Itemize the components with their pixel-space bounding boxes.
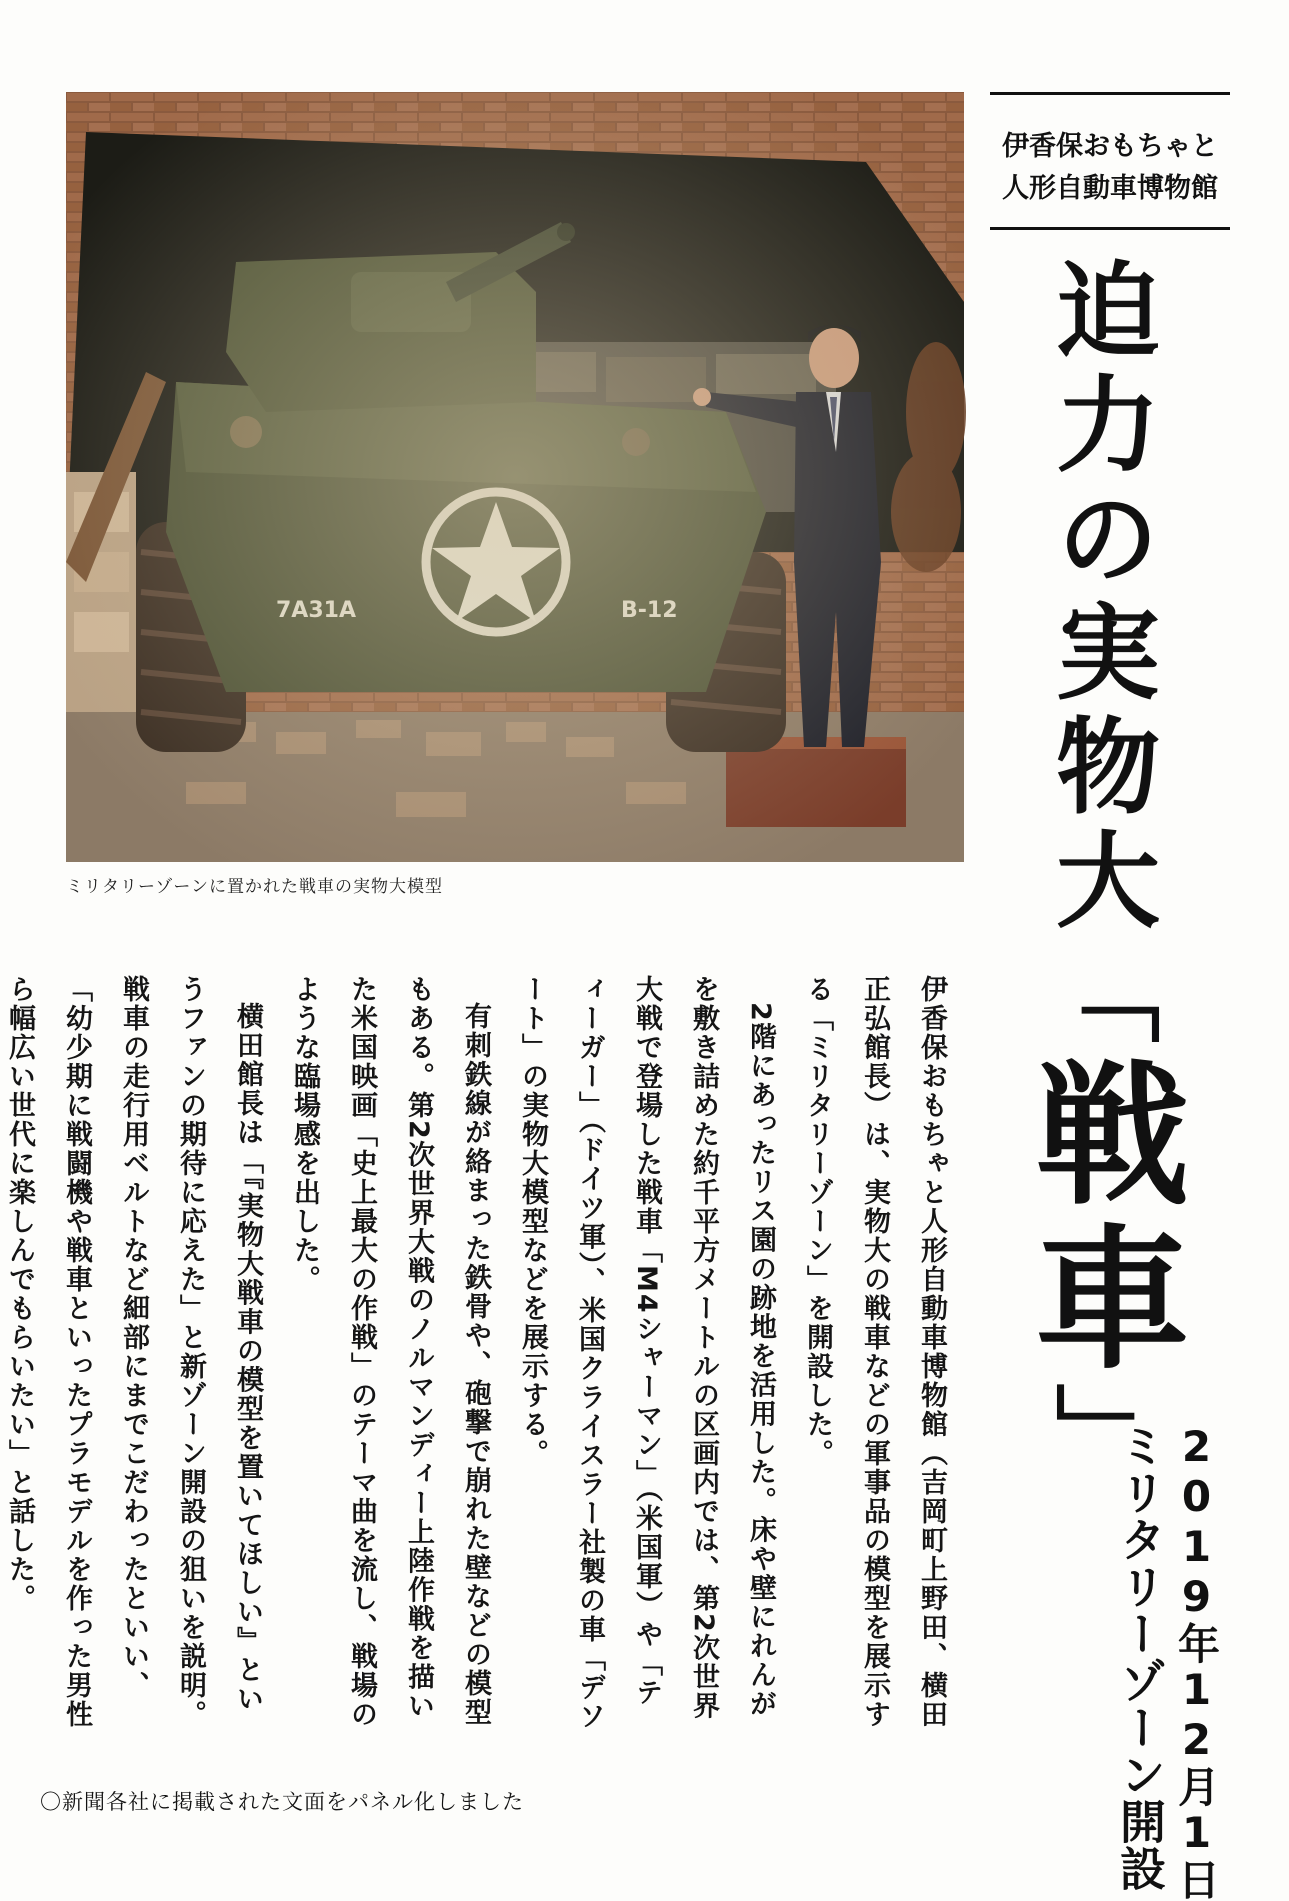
museum-name-line2: 人形自動車博物館 [1002, 173, 1218, 204]
header-rule-bottom [990, 227, 1230, 230]
header-rule-top [990, 92, 1230, 95]
subhead-zone: ミリタリーゾーン開設 [1113, 1422, 1167, 1892]
headline-part1: 迫力の実物大「 [1038, 256, 1160, 1054]
photo-caption: ミリタリーゾーンに置かれた戦車の実物大模型 [66, 877, 443, 897]
subhead [1112, 1422, 1224, 1901]
article-paragraph-4: 横田館長は「『実物大戦車の模型を置いてほしい』というファンの期待に応えた」と新ゾーン開設の狙いを説明。戦車の走行用ベルトなど細部にまでこだわったといい、「幼少期に戦闘機や戦車といったプラモデルを作った男性ら幅広い世代に楽しんでもらいたい」と話した。 [4, 975, 263, 1729]
headline [1010, 256, 1189, 1544]
article-paragraph-1: 伊香保おもちゃと人形自動車博物館（吉岡町上野田、横田正弘館長）は、実物大の戦車などの軍事品の模型を展示する「ミリタリーゾーン」を開設した。 [802, 975, 947, 1729]
headline-big: 戦車 [1010, 1054, 1189, 1382]
headline-part2: 」 [1038, 1382, 1160, 1496]
tank-illustration [66, 92, 964, 862]
subhead-date: 2019年12月1日 [1172, 1422, 1221, 1901]
museum-name-line1: 伊香保おもちゃと [1002, 131, 1218, 162]
museum-name [990, 126, 1230, 210]
tank-photo [66, 92, 964, 862]
article-body [4, 975, 960, 1733]
article-paragraph-2: 2階にあったリス園の跡地を活用した。床や壁にれんがを敷き詰めた約千平方メートルの区画内では、第2次世界大戦で登場した戦車「M4シャーマン」（米国軍）や「ティーガー」（ドイツ軍）、米国クライスラー社製の車「デソート」の実物大模型などを展示する。 [517, 975, 776, 1731]
article-paragraph-3: 有刺鉄線が絡まった鉄骨や、砲撃で崩れた壁などの模型もある。第2次世界大戦のノルマンディー上陸作戦を描いた米国映画「史上最大の作戦」のテーマ曲を流し、戦場のような臨場感を出した。 [289, 975, 491, 1729]
footnote: 〇新聞各社に掲載された文面をパネル化しました [40, 1790, 524, 1814]
